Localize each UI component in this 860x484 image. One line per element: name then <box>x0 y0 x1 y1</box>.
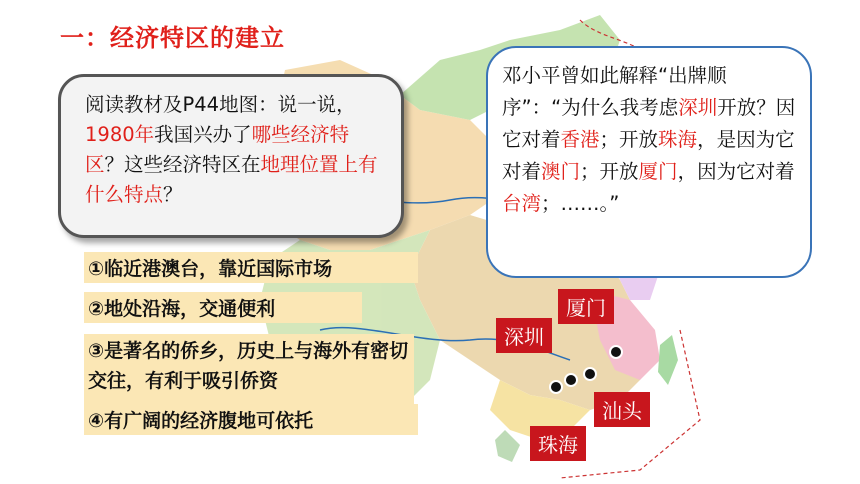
city-label-shantou: 汕头 <box>594 392 650 427</box>
map-region <box>658 335 678 385</box>
city-dot-zhuhai <box>549 380 563 394</box>
city-label-xiamen: 厦门 <box>558 289 614 324</box>
city-dot-shenzhen <box>564 373 578 387</box>
quote-text <box>502 60 802 220</box>
question-highlight-features: 地理位置上有什么特点 <box>85 153 378 206</box>
question-part: 我国兴办了 <box>154 123 252 146</box>
quote-city: 台湾 <box>502 192 542 215</box>
quote-part: ，因为它对着 <box>677 160 795 183</box>
quote-part: ，是因为它对着 <box>502 128 795 183</box>
quote-part: ；……。” <box>541 192 620 215</box>
quote-part: ；开放 <box>599 128 659 151</box>
question-part: 阅读教材及P44地图：说一说， <box>85 93 356 116</box>
answer-item: ②地处沿海，交通便利 <box>84 292 362 323</box>
question-highlight-zones: 哪些经济特区 <box>85 123 350 176</box>
city-label-shenzhen: 深圳 <box>496 318 552 353</box>
quote-part: 开放？因它对着 <box>502 96 796 151</box>
answer-item: ③是著名的侨乡，历史上与海外有密切交往，有利于吸引侨资 <box>84 334 414 410</box>
question-highlight-year: 1980年 <box>85 123 155 146</box>
answer-item: ④有广阔的经济腹地可依托 <box>84 404 418 435</box>
question-part: ？ <box>163 183 183 206</box>
city-dot-shantou <box>583 367 597 381</box>
quote-bubble <box>486 46 812 278</box>
map-region <box>495 430 520 462</box>
question-text <box>85 90 385 210</box>
quote-part: 邓小平曾如此解释“出牌顺序”：“为什么我考虑 <box>502 64 727 119</box>
city-dot-xiamen <box>609 345 623 359</box>
question-bubble <box>58 74 404 238</box>
page-title: 一：经济特区的建立 <box>60 24 285 52</box>
answer-item: ①临近港澳台，靠近国际市场 <box>84 252 418 283</box>
question-part: ？这些经济特区在 <box>104 153 261 176</box>
quote-city: 深圳 <box>678 96 718 119</box>
quote-city: 香港 <box>560 128 600 151</box>
quote-city: 珠海 <box>658 128 698 151</box>
quote-city: 厦门 <box>638 160 678 183</box>
city-label-zhuhai: 珠海 <box>530 426 586 461</box>
quote-city: 澳门 <box>541 160 581 183</box>
quote-part: ；开放 <box>580 160 639 183</box>
